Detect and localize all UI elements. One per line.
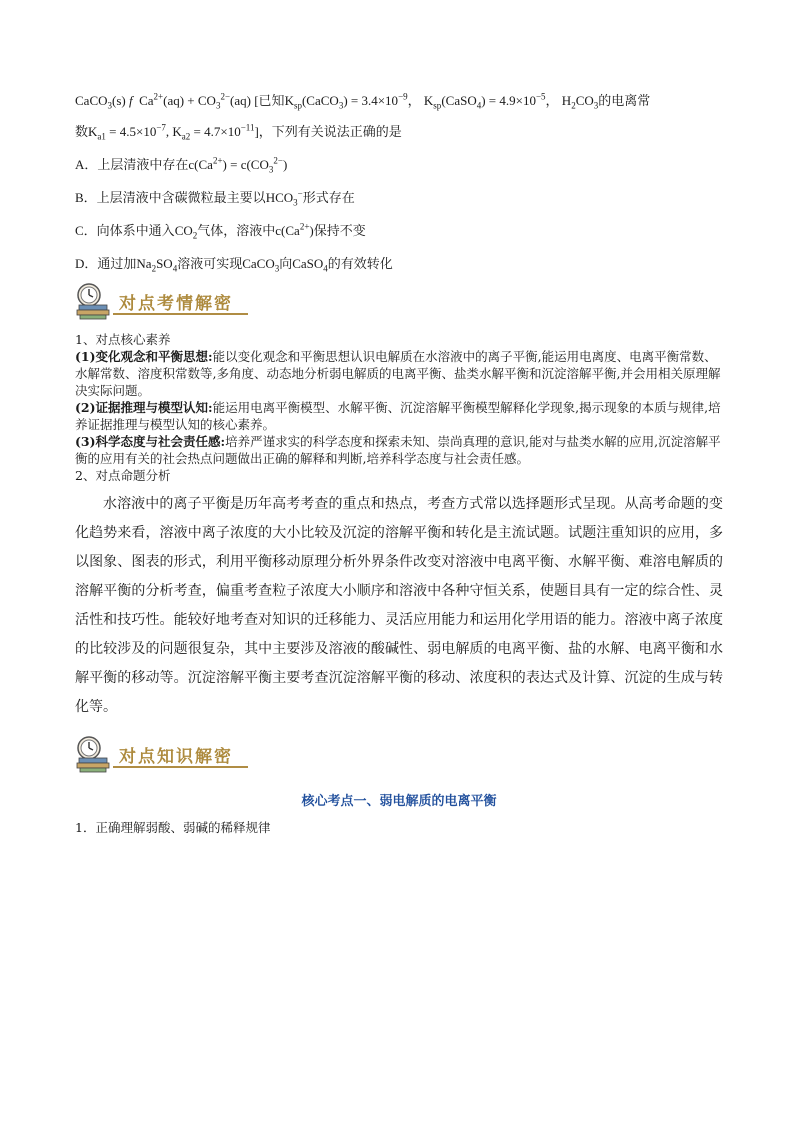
option-label: C． [75, 223, 97, 238]
item-label: (2)证据推理与模型认知: [75, 400, 213, 415]
page-content [75, 92, 723, 836]
option-a: A．上层清液中存在$c(Ca^{2+}) = c(CO_3^{2-})$ [75, 155, 288, 175]
item-label: (3)科学态度与社会责任感: [75, 434, 226, 449]
literacy-item-3 [75, 433, 723, 467]
heading-analysis: 2、对点命题分析 [75, 468, 171, 483]
core-topic-title: 核心考点一、弱电解质的电离平衡 [301, 794, 497, 809]
stem-line2-start: 数 [75, 124, 89, 139]
item-label: (1)变化观念和平衡思想: [75, 349, 213, 364]
option-text: 气体，溶液中 [197, 223, 276, 238]
banner-underline [113, 313, 248, 315]
stem-line2-end: ]，下列有关说法正确的是 [254, 124, 402, 139]
section-banner-zhishi [73, 734, 723, 774]
section-banner-kaoqing [73, 281, 723, 321]
option-text: 通过加 [97, 256, 137, 271]
option-text: 溶液可实现 [177, 256, 243, 271]
option-text: 向体系中通入 [96, 223, 175, 238]
heading-core-literacy: 1、对点核心素养 [75, 332, 171, 347]
question-stem-line-1: CaCO$_3$(s) f $Ca^{2+}(aq) + CO_3^{2-}(aq)$ [已知$K_{sp}(CaCO_3) = 3.4\times 10^{-9}$， $K_{sp}(CaSO_4) = 4.9\times 10^{-5}$， $H_2CO_3$的电离常 [75, 91, 651, 111]
stem-tail: [已知 [254, 93, 285, 108]
topic-item-1: 1．正确理解弱酸、弱碱的稀释规律 [75, 820, 271, 835]
option-text: 保持不变 [313, 223, 366, 238]
option-label: D． [75, 256, 98, 271]
item-text: 能以变化观念和平衡思想认识电解质在水溶液中的离子平衡,能运用电离度、电离平衡常数、水解常数、溶度积常数等,多角度、动态地分析弱电解质的电离平衡、盐类水解平衡和沉淀溶解平衡,并会用相关原理解决实际问题。 [75, 349, 721, 398]
clock-books-icon [73, 734, 117, 774]
item-text: 能运用电离平衡模型、水解平衡、沉淀溶解平衡模型解释化学现象,揭示现象的本质与规律,培养证据推理与模型认知的核心素养。 [75, 400, 721, 432]
option-text: 上层清液中含碳微粒最主要以 [96, 190, 266, 205]
banner-title: 对点知识解密 [119, 747, 233, 767]
option-text: 向 [279, 256, 293, 271]
literacy-item-2 [75, 399, 723, 433]
option-d: D．通过加$Na_2SO_4$溶液可实现CaCO$_3$向CaSO$_4$的有效转化 [75, 256, 393, 274]
banner-underline [113, 766, 248, 768]
item-text: 培养严谨求实的科学态度和探索未知、崇尚真理的意识,能对与盐类水解的应用,沉淀溶解平衡的应用有关的社会热点问题做出正确的解释和判断,培养科学态度与社会责任感。 [75, 434, 721, 466]
banner-title: 对点考情解密 [119, 294, 233, 314]
stem-line1-end: 的电离常 [598, 93, 651, 108]
question-stem-line-2: 数$K_{a1} = 4.5\times 10^{-7}$, $K_{a2} = 4.7\times 10^{-11}$]，下列有关说法正确的是 [75, 122, 402, 142]
option-c: C．向体系中通入$CO_2$气体，溶液中$c(Ca^{2+})$保持不变 [75, 221, 366, 241]
option-b: B．上层清液中含碳微粒最主要以$HCO_3^-$形式存在 [75, 188, 355, 208]
separator: ， [545, 93, 559, 108]
option-text: 形式存在 [302, 190, 355, 205]
option-label: B． [75, 190, 97, 205]
separator: ， [407, 93, 421, 108]
option-text: 上层清液中存在 [97, 157, 189, 172]
clock-books-icon [73, 281, 117, 321]
option-label: A． [75, 157, 98, 172]
literacy-item-1 [75, 348, 723, 399]
analysis-paragraph: 水溶液中的离子平衡是历年高考考查的重点和热点，考查方式常以选择题形式呈现。从高考命题的变化趋势来看，溶液中离子浓度的大小比较及沉淀的溶解平衡和转化是主流试题。试题注重知识的应用，多以图象、图表的形式，利用平衡移动原理分析外界条件改变对溶液中电离平衡、水解平衡、难溶电解质的溶解平衡的分析考查，偏重考查粒子浓度大小顺序和溶液中各种守恒关系，使题目具有一定的综合性、灵活性和技巧性。能较好地考查对知识的迁移能力、灵活应用能力和运用化学用语的能力。溶液中离子浓度的比较涉及的问题很复杂，其中主要涉及溶液的酸碱性、弱电解质的电离平衡、盐的水解、电离平衡和水解平衡的移动等。沉淀溶解平衡主要考查沉淀溶解平衡的移动、浓度积的表达式及计算、沉淀的生成与转化等。 [75, 496, 723, 715]
option-text: 的有效转化 [327, 256, 393, 271]
